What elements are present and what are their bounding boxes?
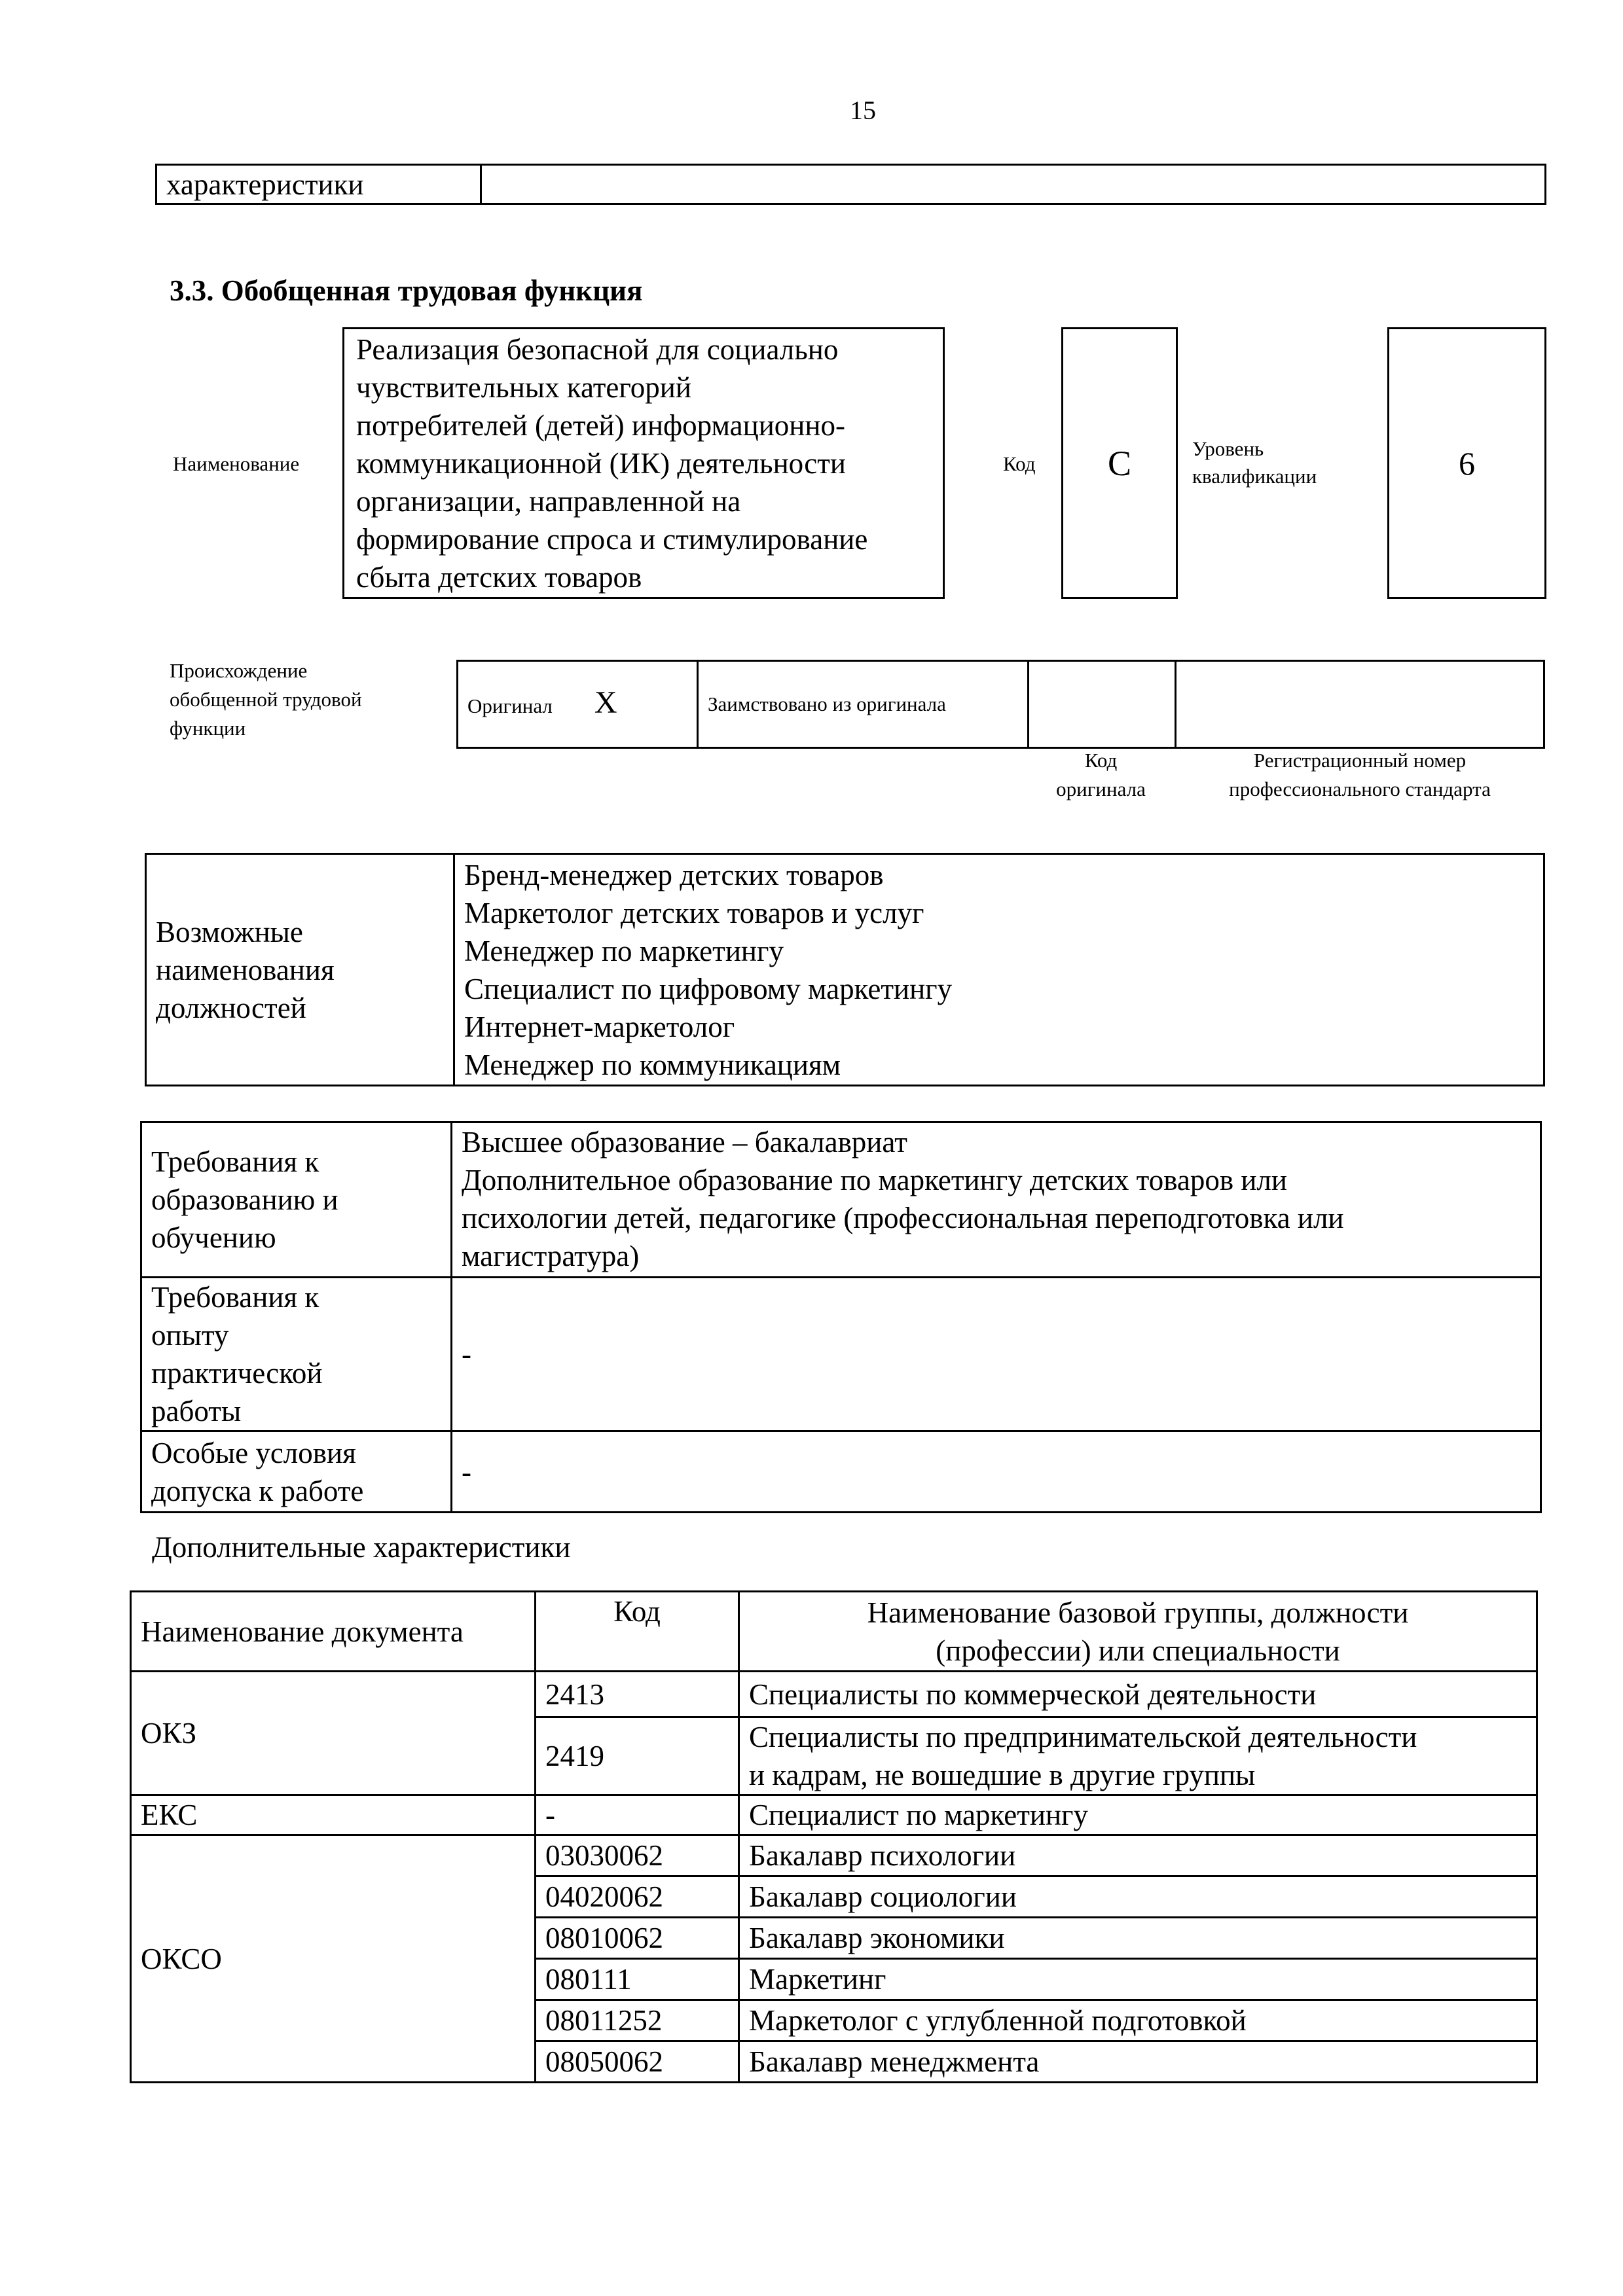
function-name-line: формирование спроса и стимулирование: [356, 523, 868, 556]
label-line: Особые условия: [151, 1436, 356, 1469]
value-line: магистратура): [462, 1240, 640, 1272]
doc-okso: ОКСО: [131, 1835, 536, 2083]
header-name: [739, 1592, 1537, 1672]
function-name-line: сбыта детских товаров: [356, 561, 642, 594]
label-line: Требования к: [151, 1145, 319, 1178]
name-cell: Маркетинг: [739, 1959, 1537, 2000]
code-cell: 08011252: [536, 2000, 739, 2041]
origin-label-line: Происхождение: [170, 659, 308, 682]
header-line: (профессии) или специальности: [936, 1634, 1340, 1667]
function-name-box: [342, 327, 945, 599]
original-code-cell: [1029, 661, 1176, 748]
position-item: Маркетолог детских товаров и услуг: [464, 896, 924, 929]
page-number: 15: [850, 96, 876, 125]
code-cell: -: [536, 1795, 739, 1835]
origin-label-line: обобщенной трудовой: [170, 688, 362, 711]
requirements-table: [140, 1121, 1542, 1513]
origin-label: [170, 656, 362, 743]
position-item: Менеджер по маркетингу: [464, 934, 784, 967]
additional-table: [130, 1590, 1538, 2083]
name-line: Специалисты по предпринимательской деятельности: [749, 1721, 1417, 1753]
special-conditions-value: -: [452, 1431, 1541, 1513]
caption-line: профессионального стандарта: [1229, 778, 1491, 800]
education-value: [452, 1122, 1541, 1278]
name-cell: Специалист по маркетингу: [739, 1795, 1537, 1835]
position-item: Бренд-менеджер детских товаров: [464, 858, 884, 891]
level-label-line: квалификации: [1192, 465, 1317, 488]
value-line: психологии детей, педагогике (профессиональная переподготовка или: [462, 1202, 1344, 1234]
label-line: опыту: [151, 1319, 229, 1352]
code-cell: 2419: [536, 1717, 739, 1795]
label-line: Возможные: [156, 915, 303, 948]
header-doc: Наименование документа: [131, 1592, 536, 1672]
experience-value: -: [452, 1278, 1541, 1431]
name-cell: Специалисты по коммерческой деятельности: [739, 1672, 1537, 1717]
name-cell: Бакалавр социологии: [739, 1876, 1537, 1918]
additional-title: Дополнительные характеристики: [152, 1531, 571, 1564]
original-cell: [458, 661, 698, 748]
function-name-line: потребителей (детей) информационно-: [356, 409, 845, 442]
caption-line: Код: [1084, 749, 1118, 772]
original-label: Оригинал: [467, 694, 553, 717]
positions-table: [145, 853, 1545, 1086]
original-mark: X: [594, 685, 617, 720]
caption-line: Регистрационный номер: [1253, 749, 1467, 772]
origin-label-line: функции: [170, 717, 246, 740]
code-box: C: [1061, 327, 1178, 599]
continuation-label: характеристики: [156, 165, 481, 204]
label-line: Требования к: [151, 1281, 319, 1314]
label-line: должностей: [156, 991, 306, 1024]
code-cell: 080111: [536, 1959, 739, 2000]
name-cell: Бакалавр менеджмента: [739, 2041, 1537, 2083]
label-line: допуска к работе: [151, 1474, 364, 1507]
continuation-value: [481, 165, 1546, 204]
experience-label: [141, 1278, 452, 1431]
position-item: Интернет-маркетолог: [464, 1010, 735, 1043]
position-item: Специалист по цифровому маркетингу: [464, 972, 953, 1005]
name-label: Наименование: [173, 452, 300, 475]
borrowed-label: Заимствовано из оригинала: [698, 661, 1029, 748]
name-cell: Бакалавр экономики: [739, 1918, 1537, 1959]
continuation-row: [155, 164, 1546, 205]
name-cell: [739, 1717, 1537, 1795]
doc-eks: ЕКС: [131, 1795, 536, 1835]
section-title: 3.3. Обобщенная трудовая функция: [170, 274, 643, 307]
positions-list: [454, 854, 1544, 1086]
level-label-line: Уровень: [1192, 437, 1264, 460]
doc-okz: ОКЗ: [131, 1672, 536, 1795]
education-label: [141, 1122, 452, 1278]
caption-registration-number: [1175, 746, 1545, 804]
function-name-line: чувствительных категорий: [356, 371, 691, 404]
label-line: наименования: [156, 953, 335, 986]
name-cell: Бакалавр психологии: [739, 1835, 1537, 1876]
function-name-line: организации, направленной на: [356, 485, 741, 518]
label-line: работы: [151, 1395, 242, 1427]
name-line: и кадрам, не вошедшие в другие группы: [749, 1759, 1256, 1791]
header-code: Код: [536, 1592, 739, 1672]
caption-line: оригинала: [1056, 778, 1146, 800]
value-line: Дополнительное образование по маркетингу детских товаров или: [462, 1164, 1287, 1196]
header-line: Наименование базовой группы, должности: [867, 1596, 1409, 1629]
value-line: Высшее образование – бакалавриат: [462, 1126, 907, 1158]
function-name-line: Реализация безопасной для социально: [356, 333, 839, 366]
code-cell: 08050062: [536, 2041, 739, 2083]
name-cell: Маркетолог с углубленной подготовкой: [739, 2000, 1537, 2041]
code-cell: 2413: [536, 1672, 739, 1717]
code-cell: 03030062: [536, 1835, 739, 1876]
label-line: обучению: [151, 1221, 276, 1254]
position-item: Менеджер по коммуникациям: [464, 1048, 841, 1081]
special-conditions-label: [141, 1431, 452, 1513]
registration-number-cell: [1176, 661, 1544, 748]
function-name-line: коммуникационной (ИК) деятельности: [356, 447, 846, 480]
code-label: Код: [1003, 452, 1036, 475]
positions-label: [146, 854, 454, 1086]
label-line: практической: [151, 1357, 323, 1390]
level-label: [1192, 435, 1317, 490]
level-box: 6: [1387, 327, 1546, 599]
code-cell: 08010062: [536, 1918, 739, 1959]
label-line: образованию и: [151, 1183, 338, 1216]
origin-table: [456, 660, 1545, 749]
code-cell: 04020062: [536, 1876, 739, 1918]
caption-original-code: [1027, 746, 1175, 804]
